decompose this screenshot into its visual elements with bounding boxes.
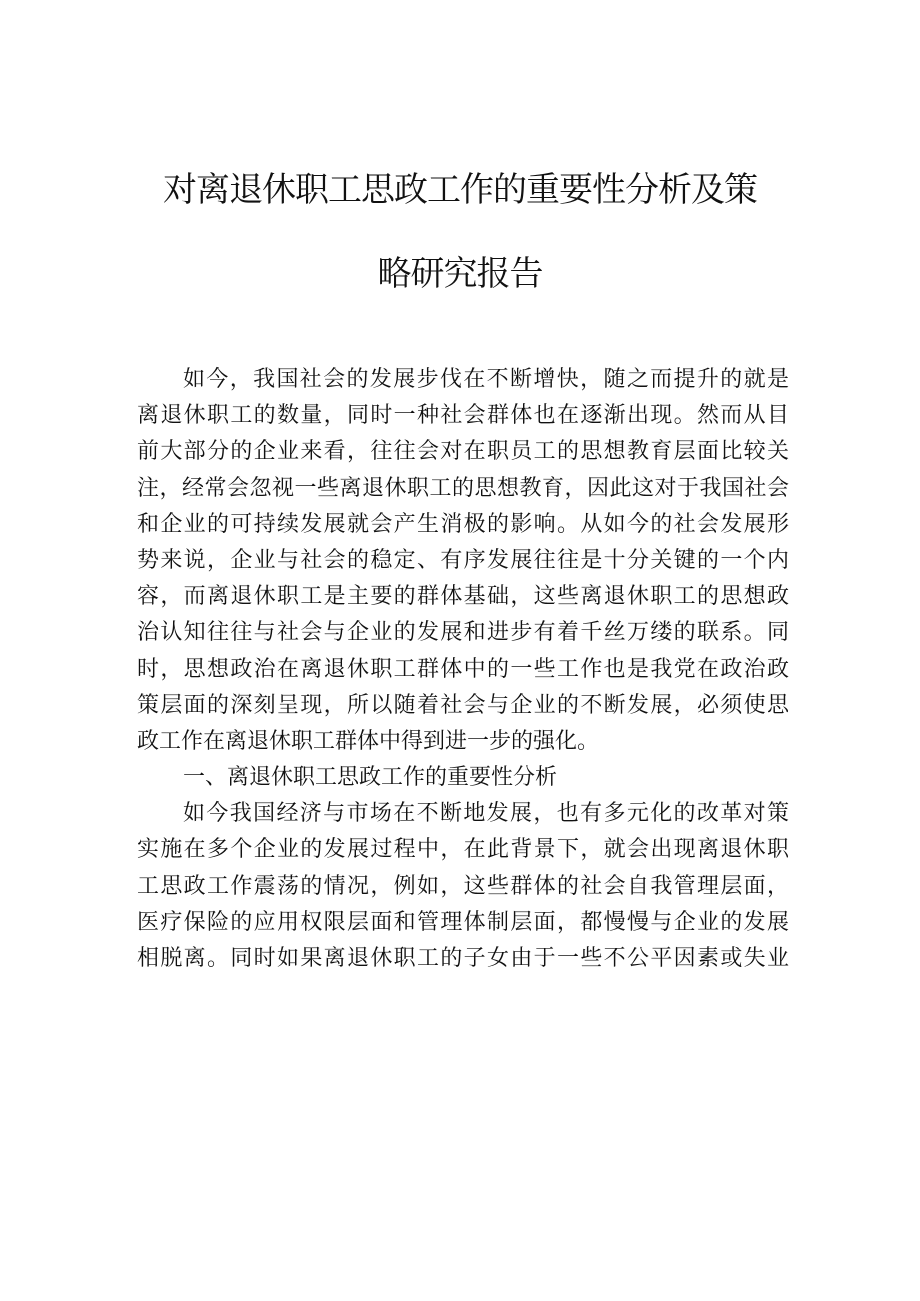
paragraph1-line: 策层面的深刻呈现，所以随着社会与企业的不断发展，必须使思 — [137, 692, 789, 718]
document-body — [137, 362, 789, 977]
paragraph2-line: 医疗保险的应用权限层面和管理体制层面，都慢慢与企业的发展 — [137, 909, 789, 935]
paragraph1-line: 政工作在离退休职工群体中得到进一步的强化。 — [137, 728, 600, 754]
paragraph1-line: 时，思想政治在离退休职工群体中的一些工作也是我党在政治政 — [137, 656, 789, 682]
paragraph2-line: 实施在多个企业的发展过程中，在此背景下，就会出现离退休职 — [137, 837, 789, 863]
document-title-line-1: 对离退休职工思政工作的重要性分析及策 — [163, 170, 757, 210]
paragraph1-line: 如今，我国社会的发展步伐在不断增快，随之而提升的就是 — [183, 367, 789, 392]
paragraph1-line: 和企业的可持续发展就会产生消极的影响。从如今的社会发展形 — [137, 511, 789, 537]
paragraph1-line: 治认知往往与社会与企业的发展和进步有着千丝万缕的联系。同 — [137, 620, 789, 646]
paragraph1-line: 注，经常会忽视一些离退休职工的思想教育，因此这对于我国社会 — [137, 475, 789, 501]
paragraph2-line: 工思政工作震荡的情况，例如，这些群体的社会自我管理层面， — [137, 873, 789, 899]
paragraph1-line: 势来说，企业与社会的稳定、有序发展往往是十分关键的一个内 — [137, 547, 789, 573]
paragraph1-line: 容，而离退休职工是主要的群体基础，这些离退休职工的思想政 — [137, 584, 789, 610]
document-title-line-2: 略研究报告 — [377, 254, 543, 294]
paragraph2-line: 如今我国经济与市场在不断地发展，也有多元化的改革对策 — [183, 801, 789, 827]
section-heading: 一、离退休职工思政工作的重要性分析 — [183, 765, 558, 791]
paragraph1-line: 离退休职工的数量，同时一种社会群体也在逐渐出现。然而从目 — [137, 403, 789, 429]
paragraph1-line: 前大部分的企业来看，往往会对在职员工的思想教育层面比较关 — [137, 439, 789, 465]
paragraph2-line: 相脱离。同时如果离退休职工的子女由于一些不公平因素或失业 — [137, 946, 789, 971]
